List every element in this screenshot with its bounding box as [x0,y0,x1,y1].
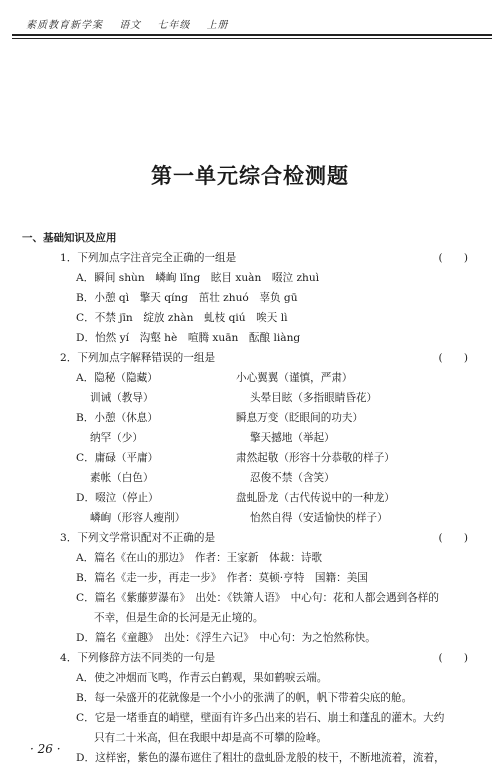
header-rule-thin [12,38,492,39]
question-stem: 1．下列加点字注音完全正确的一组是 [60,252,237,264]
option-right: 盘虬卧龙（古代传说中的一种龙） [236,492,395,504]
option-row [22,388,480,408]
question-3 [22,528,480,548]
option-left: B．小憩（休息） [76,412,158,424]
option-b: B．小憩 qì 擎天 qíng 茁壮 zhuó 辜负 gū [76,292,298,304]
option-c: C．不禁 jīn 绽放 zhàn 虬枝 qiú 唉天 lì [76,312,288,324]
page-number: · 26 · [30,742,61,756]
option-left: D．啜泣（停止） [76,492,159,504]
option-left: 嶙峋（形容人瘦削） [90,512,186,524]
header-series: 素质教育新学案 [26,20,103,31]
option-d: D．怡然 yí 沟壑 hè 喧腾 xuān 酝酿 liàng [76,332,301,344]
option-c-line2: 只有二十米高，但在我眼中却是高不可攀的险峰。 [94,732,328,744]
option-left: A．隐秘（隐藏） [76,372,158,384]
option-b: B．每一朵盛开的花就像是一个小小的张满了的帆，帆下带着尖底的舱。 [76,692,413,704]
option-d: D．篇名《童趣》 出处：《浮生六记》 中心句：为之怡然称快。 [76,632,376,644]
question-2 [22,348,480,368]
option-right: 忍俊不禁（含笑） [250,472,335,484]
option-left: C．庸碌（平庸） [76,452,159,464]
exam-content [22,228,480,768]
page-title: 第一单元综合检测题 [151,163,349,188]
option-c-line2: 不幸，但是生命的长河是无止境的。 [94,612,264,624]
header-grade: 七年级 [157,20,191,31]
option-right: 怡然自得（安适愉快的样子） [250,512,388,524]
header-volume: 上册 [206,20,229,31]
option-c [22,708,480,748]
question-stem: 2．下列加点字解释错误的一组是 [60,352,216,364]
option-a: A．使之冲烟而飞鸣，作青云白鹤观，果如鹤唳云端。 [76,672,328,684]
question-stem: 3．下列文学常识配对不正确的是 [60,532,216,544]
option-c-line1: C．它是一堵垂直的峭壁，壁面有许多凸出来的岩石、崩土和蓬乱的灌木。大约 [76,712,445,724]
answer-parentheses: ( ) [438,652,468,664]
question-4 [22,648,480,668]
option-c-line1: C．篇名《紫藤萝瀑布》 出处：《铁箫人语》 中心句：花和人都会遇到各样的 [76,592,439,604]
option-right: 小心翼翼（谨慎，严肃） [236,372,353,384]
option-row [22,488,480,508]
option-right: 头晕目眩（多指眼睛昏花） [250,392,378,404]
option-d: D．这样密，紫色的瀑布遮住了粗壮的盘虬卧龙般的枝干，不断地流着，流着， [76,752,445,764]
answer-parentheses: ( ) [438,252,468,264]
answer-parentheses: ( ) [438,352,468,364]
option-row [22,468,480,488]
option-left: 纳罕（少） [90,432,143,444]
option-right: 肃然起敬（形容十分恭敬的样子） [236,452,395,464]
option-b: B．篇名《走一步，再走一步》 作者：莫顿·亨特 国籍：美国 [76,572,368,584]
option-row [22,508,480,528]
section-heading: 一、基础知识及应用 [22,232,117,244]
option-right: 擎天撼地（举起） [250,432,335,444]
option-left: 训诫（教导） [90,392,154,404]
option-row [22,408,480,428]
option-c [22,588,480,628]
header-rule [12,34,492,36]
answer-parentheses: ( ) [438,532,468,544]
running-header [26,16,241,31]
question-stem: 4．下列修辞方法不同类的一句是 [60,652,216,664]
option-row [22,368,480,388]
option-a: A．篇名《在山的那边》 作者：王家新 体裁：诗歌 [76,552,323,564]
option-a: A．瞬间 shùn 嶙峋 lǐng 眩目 xuàn 啜泣 zhuì [76,272,320,284]
option-row [22,428,480,448]
option-row [22,448,480,468]
header-subject: 语文 [119,20,142,31]
question-1 [22,248,480,268]
option-left: 素帐（白色） [90,472,154,484]
option-right: 瞬息万变（眨眼间的功夫） [236,412,364,424]
